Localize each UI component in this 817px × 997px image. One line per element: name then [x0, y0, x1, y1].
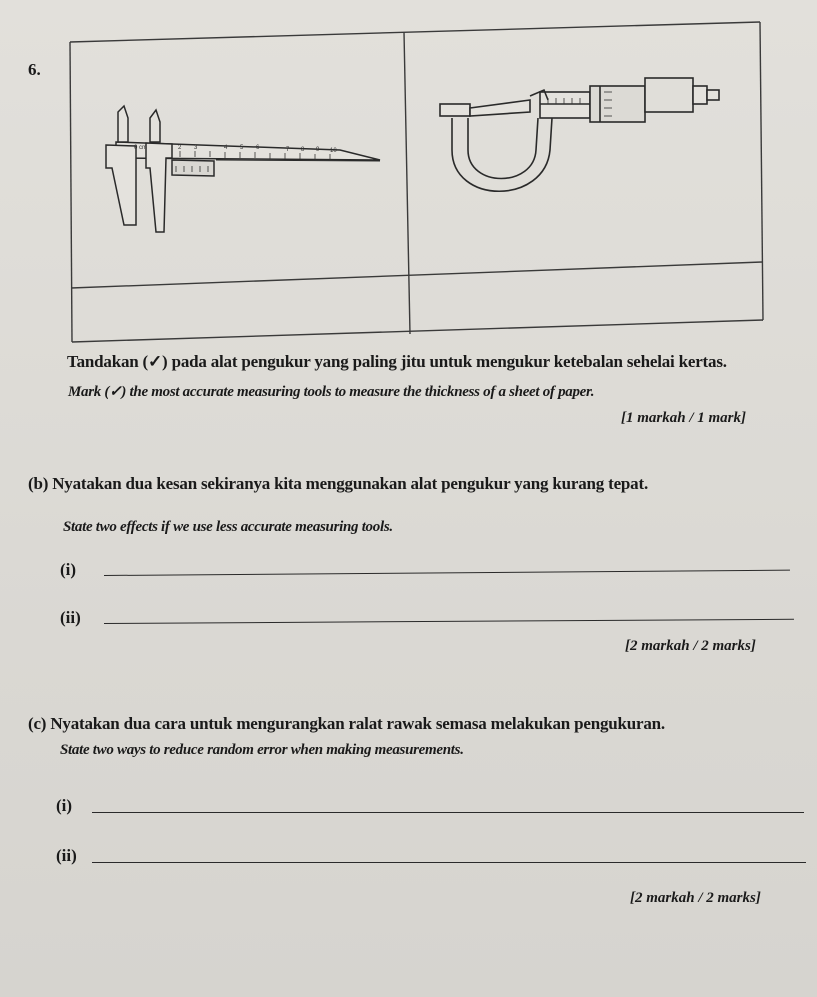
question-c-item-2-label: (ii) — [56, 846, 77, 865]
question-a-marks: [1 markah / 1 mark] — [621, 410, 747, 426]
svg-text:5: 5 — [240, 145, 244, 151]
question-b-item-1-label: (i) — [60, 560, 77, 579]
svg-text:3: 3 — [194, 145, 198, 151]
svg-text:2: 2 — [178, 145, 182, 151]
svg-text:8: 8 — [301, 147, 305, 153]
question-a-english: Mark (✓) the most accurate measuring tools to measure the thickness of a sheet of paper. — [68, 384, 595, 400]
answer-line-b-2[interactable] — [104, 619, 794, 624]
svg-text:6: 6 — [256, 145, 260, 151]
checkbox-cell-vernier-caliper[interactable] — [74, 292, 404, 338]
svg-text:0 cm: 0 cm — [134, 145, 148, 151]
question-b-english: State two effects if we use less accurate measuring tools. — [63, 519, 393, 535]
micrometer-screw-gauge-image — [440, 78, 719, 191]
question-a-malay: Tandakan (✓) pada alat pengukur yang paling jitu untuk mengukur ketebalan sehelai kertas. — [67, 352, 727, 371]
question-c-item-1-label: (i) — [56, 796, 73, 815]
question-b-marks: [2 markah / 2 marks] — [625, 638, 756, 654]
svg-text:9: 9 — [316, 147, 320, 153]
svg-text:7: 7 — [286, 147, 290, 153]
answer-line-c-2[interactable] — [92, 862, 806, 863]
svg-text:10: 10 — [330, 148, 337, 154]
answer-line-c-1[interactable] — [92, 812, 804, 813]
question-c-english: State two ways to reduce random error when making measurements. — [60, 742, 464, 758]
question-b-malay: (b) Nyatakan dua kesan sekiranya kita menggunakan alat pengukur yang kurang tepat. — [28, 474, 648, 493]
vernier-caliper-image — [106, 106, 380, 232]
question-number: 6. — [28, 60, 41, 79]
checkbox-cell-micrometer[interactable] — [410, 268, 758, 330]
question-c-marks: [2 markah / 2 marks] — [630, 890, 761, 906]
svg-text:4: 4 — [224, 145, 228, 151]
question-c-malay: (c) Nyatakan dua cara untuk mengurangkan ralat rawak semasa melakukan pengukuran. — [28, 714, 665, 733]
answer-line-b-1[interactable] — [104, 570, 790, 576]
question-b-item-2-label: (ii) — [60, 608, 81, 627]
